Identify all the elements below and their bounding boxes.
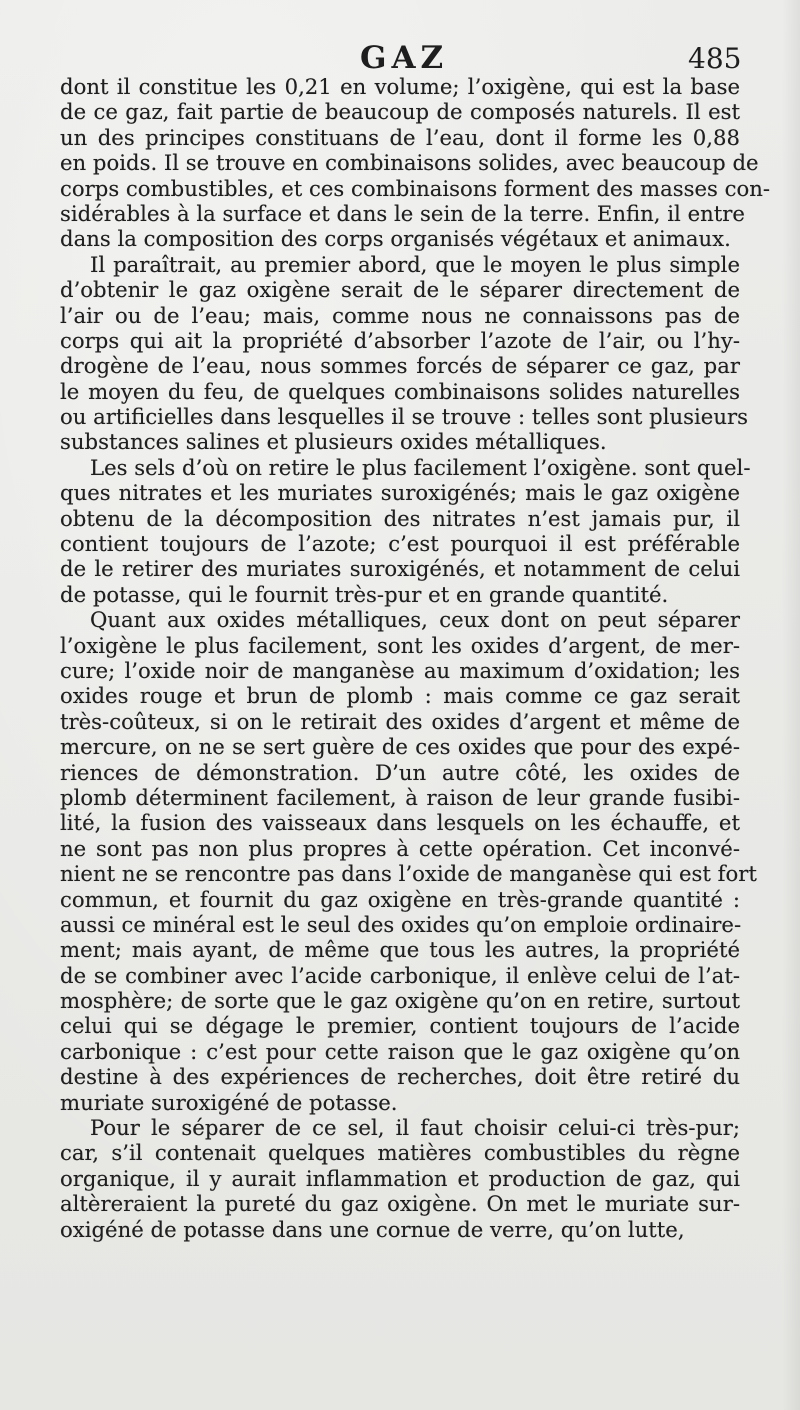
text-line: de potasse, qui le fournit très-pur et en grande quantité. (60, 581, 669, 607)
text-line: carbonique : c’est pour cette raison que le gaz oxigène qu’on (60, 1038, 740, 1064)
text-line: Quant aux oxides métalliques, ceux dont on peut séparer (90, 607, 740, 633)
text-line: de le retirer des muriates suroxigénés, et notamment de celui (60, 556, 740, 582)
text-line: de ce gaz, fait partie de beaucoup de composés naturels. Il est (60, 99, 740, 125)
text-line: sidérables à la surface et dans le sein de la terre. Enfin, il entre (60, 200, 745, 226)
text-line: un des principes constituans de l’eau, dont il forme les 0,88 (60, 124, 740, 150)
text-line: plomb déterminent facilement, à raison de leur grande fusibi- (60, 784, 740, 810)
text-line: cure; l’oxide noir de manganèse au maximum d’oxidation; les (60, 657, 740, 683)
text-line: organique, il y aurait inflammation et production de gaz, qui (60, 1165, 740, 1191)
text-line: corps combustibles, et ces combinaisons forment des masses con- (60, 175, 771, 201)
text-line: commun, et fournit du gaz oxigène en très-grande quantité : (60, 886, 740, 912)
paragraph (60, 607, 757, 1115)
text-line: ment; mais ayant, de même que tous les autres, la propriété (60, 937, 740, 963)
paragraph (60, 74, 771, 252)
page-number: 485 (688, 42, 742, 75)
running-title: GAZ (360, 40, 449, 76)
text-line: le moyen du feu, de quelques combinaisons solides naturelles (60, 378, 740, 404)
text-line: ou artificielles dans lesquelles il se trouve : telles sont plusieurs (60, 404, 748, 430)
text-line: car, s’il contenait quelques matières combustibles du règne (60, 1140, 740, 1166)
text-line: ques nitrates et les muriates suroxigénés; mais le gaz oxigène (60, 480, 740, 506)
text-line: oxides rouge et brun de plomb : mais comme ce gaz serait (60, 683, 740, 709)
text-line: aussi ce minéral est le seul des oxides qu’on emploie ordinaire- (60, 911, 742, 937)
text-line: l’air ou de l’eau; mais, comme nous ne connaissons pas de (60, 302, 740, 328)
text-line: Il paraîtrait, au premier abord, que le moyen le plus simple (90, 251, 740, 277)
text-line: corps qui ait la propriété d’absorber l’azote de l’air, ou l’hy- (60, 327, 740, 353)
page-edge-shadow (782, 0, 800, 1410)
text-line: substances salines et plusieurs oxides métalliques. (60, 429, 607, 455)
text-line: obtenu de la décomposition des nitrates n’est jamais pur, il (60, 505, 740, 531)
body-text (60, 74, 771, 1242)
text-line: oxigéné de potasse dans une cornue de verre, qu’on lutte, (60, 1216, 685, 1242)
text-line: ne sont pas non plus propres à cette opération. Cet inconvé- (60, 835, 740, 861)
paragraph (60, 1115, 740, 1242)
text-line: contient toujours de l’azote; c’est pourquoi il est préférable (60, 531, 740, 557)
text-line: d’obtenir le gaz oxigène serait de le séparer directement de (60, 277, 740, 303)
text-line: en poids. Il se trouve en combinaisons solides, avec beaucoup de (60, 150, 759, 176)
text-line: dont il constitue les 0,21 en volume; l’oxigène, qui est la base (60, 74, 740, 99)
text-line: lité, la fusion des vaisseaux dans lesquels on les échauffe, et (60, 810, 740, 836)
text-line: l’oxigène le plus facilement, sont les oxides d’argent, de mer- (60, 632, 740, 658)
paragraph (60, 454, 751, 607)
text-line: très-coûteux, si on le retirait des oxides d’argent et même de (60, 708, 740, 734)
text-line: destine à des expériences de recherches, doit être retiré du (60, 1064, 740, 1090)
text-line: dans la composition des corps organisés végétaux et animaux. (60, 226, 731, 252)
text-line: drogène de l’eau, nous sommes forcés de séparer ce gaz, par (60, 353, 740, 379)
text-line: riences de démonstration. D’un autre côté, les oxides de (60, 759, 740, 785)
text-line: nient ne se rencontre pas dans l’oxide de manganèse qui est fort (60, 861, 757, 887)
text-line: altèreraient la pureté du gaz oxigène. On met le muriate sur- (60, 1191, 740, 1217)
text-line: Les sels d’où on retire le plus facilement l’oxigène. sont quel- (90, 454, 751, 480)
text-line: mercure, on ne se sert guère de ces oxides que pour des expé- (60, 734, 740, 760)
text-line: de se combiner avec l’acide carbonique, il enlève celui de l’at- (60, 962, 740, 988)
text-line: muriate suroxigéné de potasse. (60, 1089, 398, 1115)
text-line: celui qui se dégage le premier, contient toujours de l’acide (60, 1013, 740, 1039)
text-line: mosphère; de sorte que le gaz oxigène qu’on en retire, surtout (60, 988, 740, 1014)
text-line: Pour le séparer de ce sel, il faut choisir celui-ci très-pur; (90, 1115, 740, 1141)
paragraph (60, 251, 748, 455)
